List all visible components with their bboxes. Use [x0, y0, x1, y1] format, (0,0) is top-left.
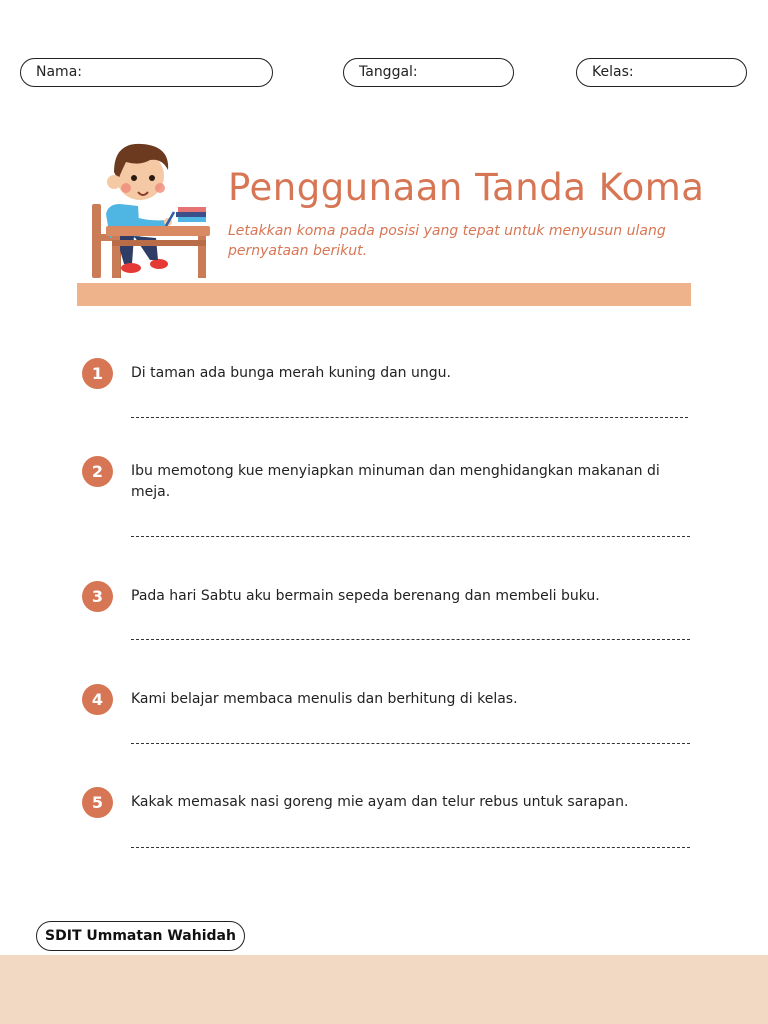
question-number-badge: 4 — [82, 684, 113, 715]
school-name-badge: SDIT Ummatan Wahidah — [36, 921, 245, 951]
question-text: Kami belajar membaca menulis dan berhitung di kelas. — [131, 691, 518, 707]
question-text: Di taman ada bunga merah kuning dan ungu. — [131, 365, 451, 381]
question-number-badge: 1 — [82, 358, 113, 389]
class-field[interactable] — [576, 58, 747, 87]
question-number-badge: 2 — [82, 456, 113, 487]
worksheet-title: Penggunaan Tanda Koma — [228, 166, 705, 209]
question-text: Ibu memotong kue menyiapkan minuman dan menghidangkan makanan di meja. — [131, 463, 660, 500]
worksheet-instruction: Letakkan koma pada posisi yang tepat untuk menyusun ulang pernyataan berikut. — [228, 223, 666, 259]
footer-band — [0, 955, 768, 1024]
answer-line[interactable] — [131, 847, 690, 848]
answer-line[interactable] — [131, 639, 690, 640]
question-text: Pada hari Sabtu aku bermain sepeda berenang dan membeli buku. — [131, 588, 600, 604]
question-text: Kakak memasak nasi goreng mie ayam dan telur rebus untuk sarapan. — [131, 794, 629, 810]
student-at-desk-illustration — [88, 136, 213, 281]
name-field[interactable] — [20, 58, 273, 87]
answer-line[interactable] — [131, 536, 690, 537]
answer-line[interactable] — [131, 743, 690, 744]
title-divider-band — [77, 283, 691, 306]
name-field-label: Nama: — [36, 64, 82, 80]
answer-line[interactable] — [131, 417, 688, 418]
date-field-label: Tanggal: — [359, 64, 418, 80]
question-number-badge: 5 — [82, 787, 113, 818]
class-field-label: Kelas: — [592, 64, 634, 80]
question-number-badge: 3 — [82, 581, 113, 612]
date-field[interactable] — [343, 58, 514, 87]
